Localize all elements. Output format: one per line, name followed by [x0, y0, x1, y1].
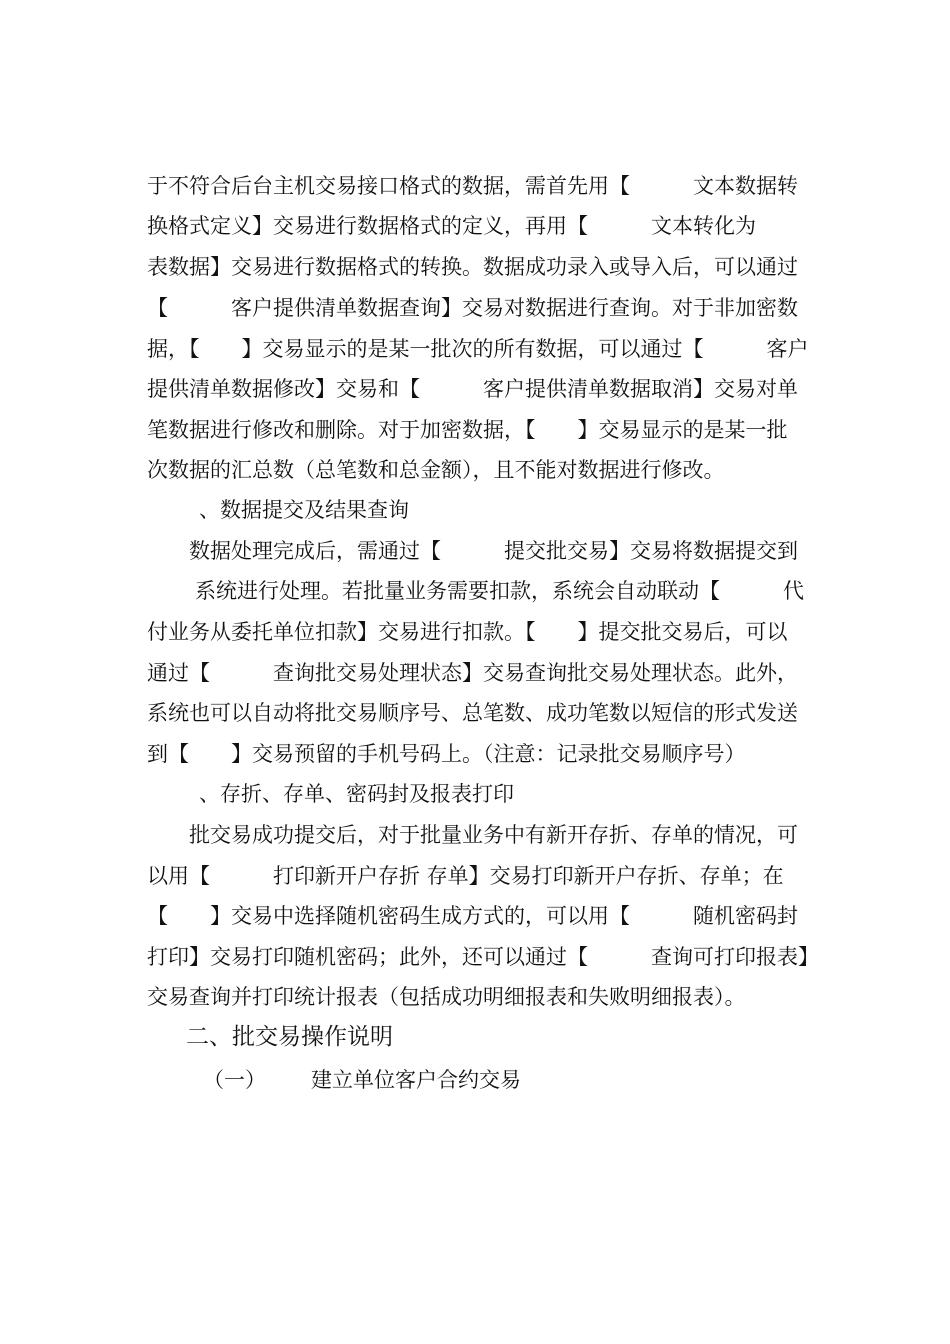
paragraph-line: 通过【 查询批交易处理状态】交易查询批交易处理状态。此外， — [147, 661, 798, 685]
section-heading: 、数据提交及结果查询 — [199, 498, 409, 522]
paragraph-line: 笔数据进行修改和删除。对于加密数据，【 】交易显示的是某一批 — [147, 418, 788, 442]
subheading-text: 建立单位客户合约交易 — [311, 1068, 521, 1092]
paragraph-line: 于不符合后台主机交易接口格式的数据，需首先用【 文本数据转 — [147, 174, 798, 198]
subheading-label: （一） — [203, 1068, 266, 1092]
paragraph-line: 表数据】交易进行数据格式的转换。数据成功录入或导入后，可以通过 — [147, 255, 798, 279]
paragraph-line: 提供清单数据修改】交易和【 客户提供清单数据取消】交易对单 — [147, 377, 798, 401]
section-heading: 、存折、存单、密码封及报表打印 — [199, 782, 514, 806]
paragraph-line: 【 客户提供清单数据查询】交易对数据进行查询。对于非加密数 — [147, 296, 798, 320]
paragraph-line: 数据处理完成后，需通过【 提交批交易】交易将数据提交到 — [189, 539, 798, 563]
paragraph-line: 打印】交易打印随机密码；此外，还可以通过【 查询可打印报表】 — [147, 945, 819, 969]
paragraph-line: 以用【 打印新开户存折 存单】交易打印新开户存折、存单；在 — [147, 864, 784, 888]
paragraph-line: 系统也可以自动将批交易顺序号、总笔数、成功笔数以短信的形式发送 — [147, 701, 798, 725]
paragraph-line: 付业务从委托单位扣款】交易进行扣款。【 】提交批交易后，可以 — [147, 620, 788, 644]
part-heading: 二、批交易操作说明 — [186, 1024, 393, 1050]
paragraph-line: 系统进行处理。若批量业务需要扣款，系统会自动联动【 代 — [195, 579, 804, 603]
paragraph-line: 到【 】交易预留的手机号码上。（注意：记录批交易顺序号） — [147, 742, 746, 766]
paragraph-line: 批交易成功提交后，对于批量业务中有新开存折、存单的情况，可 — [189, 823, 798, 847]
paragraph-line: 换格式定义】交易进行数据格式的定义，再用【 文本转化为 — [147, 214, 756, 238]
paragraph-line: 交易查询并打印统计报表（包括成功明细报表和失败明细报表）。 — [147, 985, 746, 1009]
paragraph-line: 次数据的汇总数（总笔数和总金额），且不能对数据进行修改。 — [147, 458, 725, 482]
paragraph-line: 据，【 】交易显示的是某一批次的所有数据，可以通过【 客户 — [147, 337, 809, 361]
paragraph-line: 【 】交易中选择随机密码生成方式的，可以用【 随机密码封 — [147, 904, 798, 928]
